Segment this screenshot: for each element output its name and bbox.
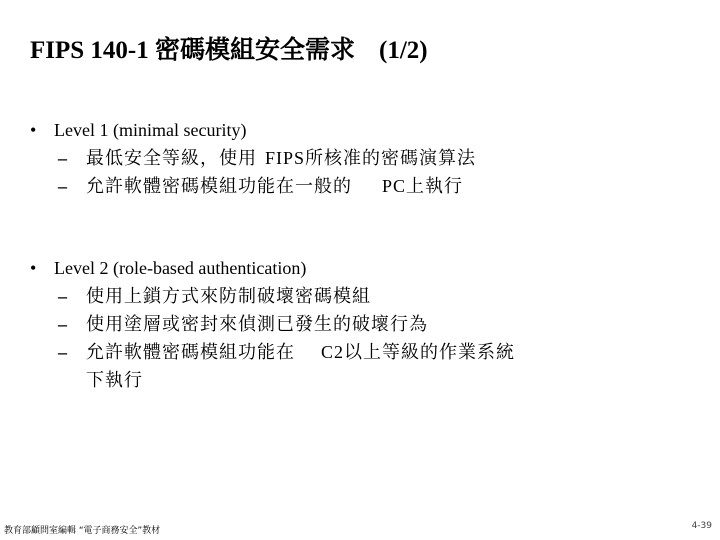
title-main: FIPS 140-1 密碼模組安全需求 — [30, 37, 356, 64]
level2-section — [30, 254, 515, 394]
list-item — [58, 144, 476, 172]
dash-icon: – — [58, 314, 68, 334]
list-item-text-b: C2以上等級的作業系統 — [321, 342, 516, 362]
level2-heading: Level 2 (role-based authentication) — [54, 258, 307, 278]
title-part: (1/2) — [379, 37, 428, 64]
list-item-text-a: 允許軟體密碼模組功能在 — [86, 342, 295, 362]
list-item-text: 使用塗層或密封來偵測已發生的破壞行為 — [86, 314, 428, 334]
list-item-text-c: 下執行 — [86, 370, 143, 390]
list-item-text: 使用上鎖方式來防制破壞密碼模組 — [86, 286, 371, 306]
page-number: 4-39 — [691, 521, 712, 531]
dash-icon: – — [58, 342, 68, 362]
list-item — [58, 338, 515, 394]
list-item-text — [86, 172, 463, 200]
dash-icon: – — [58, 286, 68, 306]
list-item — [58, 172, 476, 200]
list-item-text-b: FIPS所核准的密碼演算法 — [265, 148, 477, 168]
list-item — [58, 282, 515, 310]
level1-heading: Level 1 (minimal security) — [54, 120, 247, 140]
dash-icon: – — [58, 148, 68, 168]
level2-sub-list — [58, 282, 515, 394]
level1-sub-list — [58, 144, 476, 200]
dash-icon: – — [58, 176, 68, 196]
list-item — [58, 310, 515, 338]
level1-bullet — [30, 116, 476, 144]
bullet-dot-icon: • — [30, 258, 37, 278]
list-item-text-b: PC上執行 — [382, 176, 464, 196]
level2-bullet — [30, 254, 515, 282]
list-item-text-a: 最低安全等級，使用 — [86, 148, 257, 168]
list-item-text-a: 允許軟體密碼模組功能在一般的 — [86, 176, 352, 196]
level1-section — [30, 116, 476, 200]
list-item-text — [86, 144, 476, 172]
footer-credit: 教育部顧問室編輯 “電子商務安全”教材 — [4, 526, 161, 536]
list-item-text — [86, 338, 515, 394]
bullet-dot-icon: • — [30, 120, 37, 140]
slide-title — [30, 30, 428, 66]
